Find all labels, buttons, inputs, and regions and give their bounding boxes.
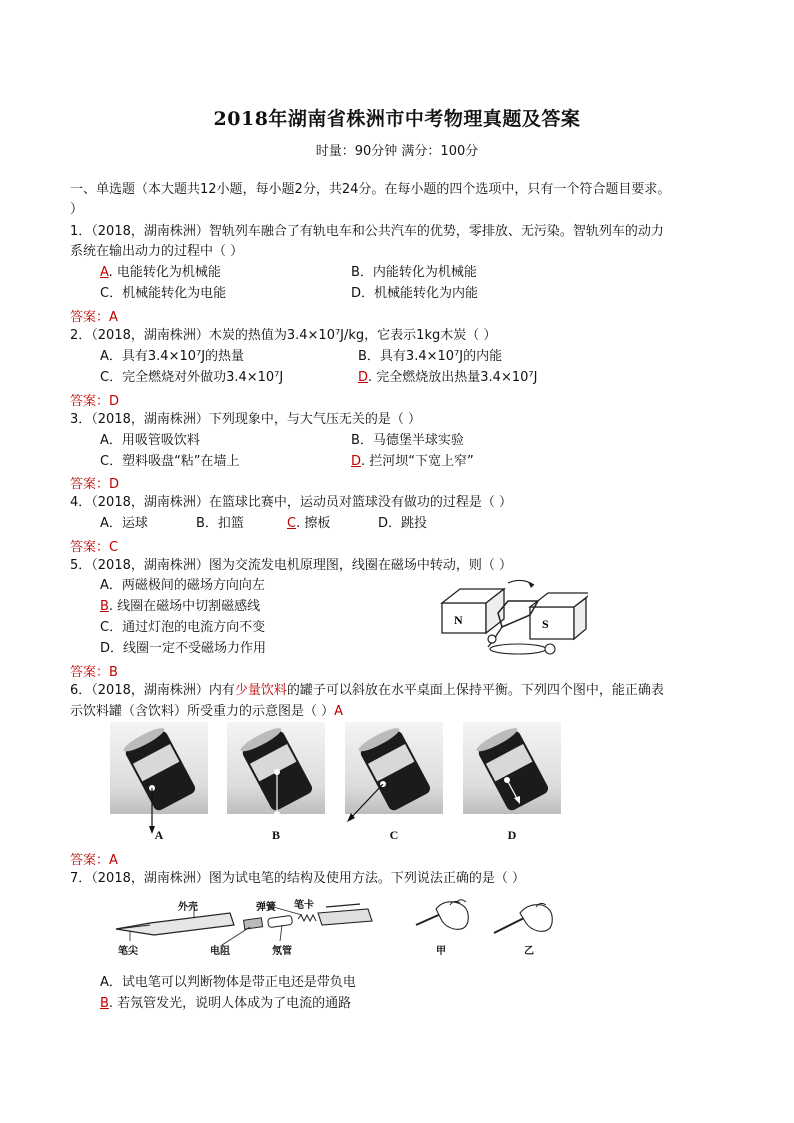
can-caption-b: B: [271, 828, 280, 842]
q4-correct-letter: C: [287, 516, 297, 531]
q3-option-c: C．塑料吸盘“粘”在墙上: [100, 454, 240, 469]
q5-option-a: A．两磁极间的磁场方向向左: [100, 578, 265, 593]
q6-mark: A: [334, 704, 344, 719]
q5-option-b: B. 线圈在磁场中切割磁感线: [100, 599, 261, 614]
pen-label-tip: 笔尖: [118, 946, 138, 957]
q4-option-a: A．运球: [100, 516, 148, 531]
q2-option-a: A．具有3.4×10⁷J的热量: [100, 349, 245, 364]
q5-answer: 答案：B: [70, 665, 118, 680]
q1-stem-cont: 系统在输出动力的过程中（ ）: [70, 244, 244, 259]
pen-label-resistor: 电阻: [210, 946, 230, 957]
q6-stem: 6．（2018，湖南株洲）内有少量饮料的罐子可以斜放在水平桌面上保持平衡。下列四个图中，能正确表: [70, 683, 664, 698]
hand-label-jia: 甲: [436, 946, 446, 957]
q2-option-b: B．具有3.4×10⁷J的内能: [358, 349, 503, 364]
q4-option-d: D．跳投: [378, 516, 428, 531]
q3-stem: 3．（2018，湖南株洲）下列现象中，与大气压无关的是（ ）: [70, 412, 421, 427]
pen-label-spring: 弹簧: [256, 902, 276, 913]
q4-stem: 4．（2018，湖南株洲）在篮球比赛中，运动员对篮球没有做功的过程是（ ）: [70, 495, 512, 510]
q4-option-c: C. 擦板: [287, 516, 331, 531]
can-caption-a: A: [154, 828, 164, 842]
q5-option-d: D．线圈一定不受磁场力作用: [100, 641, 267, 656]
q4-option-b: B．扣篮: [196, 516, 244, 531]
q1-correct-letter: A: [100, 265, 109, 280]
can-figure-d: [463, 722, 561, 814]
q7-stem: 7．（2018，湖南株洲）图为试电笔的结构及使用方法。下列说法正确的是（ ）: [70, 871, 525, 886]
q2-option-d: D. 完全燃烧放出热量3.4×10⁷J: [358, 370, 538, 385]
q4-answer: 答案：C: [70, 540, 119, 555]
q3-option-b: B．马德堡半球实验: [351, 433, 464, 448]
q1-option-b: B．内能转化为机械能: [351, 265, 477, 280]
q1-answer: 答案：A: [70, 310, 118, 325]
magnet-s-label: S: [542, 617, 549, 631]
q2-correct-letter: D: [358, 370, 369, 385]
magnet-n-label: N: [454, 613, 463, 627]
q6-stem-cont: 示饮料罐（含饮料）所受重力的示意图是（ ）A: [70, 704, 344, 719]
q2-option-c: C．完全燃烧对外做功3.4×10⁷J: [100, 370, 284, 385]
can-figure-c: [345, 722, 443, 814]
q3-answer: 答案：D: [70, 477, 120, 492]
pen-label-shell: 外壳: [178, 902, 198, 913]
q1-stem: 1．（2018，湖南株洲）智轨列车融合了有轨电车和公共汽车的优势，零排放、无污染。智轨列车的动力: [70, 224, 664, 239]
q5-option-c: C．通过灯泡的电流方向不变: [100, 620, 266, 635]
page-title: 2018年湖南省株洲市中考物理真题及答案: [213, 108, 581, 130]
pen-label-clip: 笔卡: [294, 900, 314, 911]
q2-answer: 答案：D: [70, 394, 120, 409]
q6-highlight: 少量饮料: [234, 683, 287, 698]
q3-option-a: A．用吸管吸饮料: [100, 433, 200, 448]
q1-option-c: C．机械能转化为电能: [100, 286, 227, 301]
q7-option-a: A．试电笔可以判断物体是带正电还是带负电: [100, 975, 356, 990]
hand-label-yi: 乙: [524, 946, 534, 957]
q2-stem: 2．（2018，湖南株洲）木炭的热值为3.4×10⁷J/kg，它表示1kg木炭（ ）: [70, 328, 497, 343]
pen-label-neon: 氖管: [272, 946, 292, 957]
can-caption-d: D: [507, 828, 517, 842]
generator-diagram: [438, 577, 588, 657]
can-figure-a: [110, 722, 208, 814]
q5-stem: 5．（2018，湖南株洲）图为交流发电机原理图，线圈在磁场中转动，则（ ）: [70, 558, 512, 573]
can-caption-c: C: [389, 828, 399, 842]
q1-option-a: A. 电能转化为机械能: [100, 265, 221, 280]
q5-correct-letter: B: [100, 599, 109, 614]
q3-correct-letter: D: [351, 454, 362, 469]
can-figure-b: [227, 722, 325, 814]
section-heading-cont: ）: [70, 202, 84, 217]
q6-answer: 答案：A: [70, 853, 118, 868]
q3-option-d: D. 拦河坝“下宽上窄”: [351, 454, 474, 469]
q7-correct-letter: B: [100, 996, 109, 1011]
q7-option-b: B. 若氖管发光，说明人体成为了电流的通路: [100, 996, 352, 1011]
q1-option-d: D．机械能转化为内能: [351, 286, 479, 301]
section-heading: 一、单选题（本大题共12小题，每小题2分，共24分。在每小题的四个选项中，只有一个符合题目要求。: [70, 182, 671, 197]
page-subtitle: 时量：90分钟 满分：100分: [315, 144, 479, 159]
